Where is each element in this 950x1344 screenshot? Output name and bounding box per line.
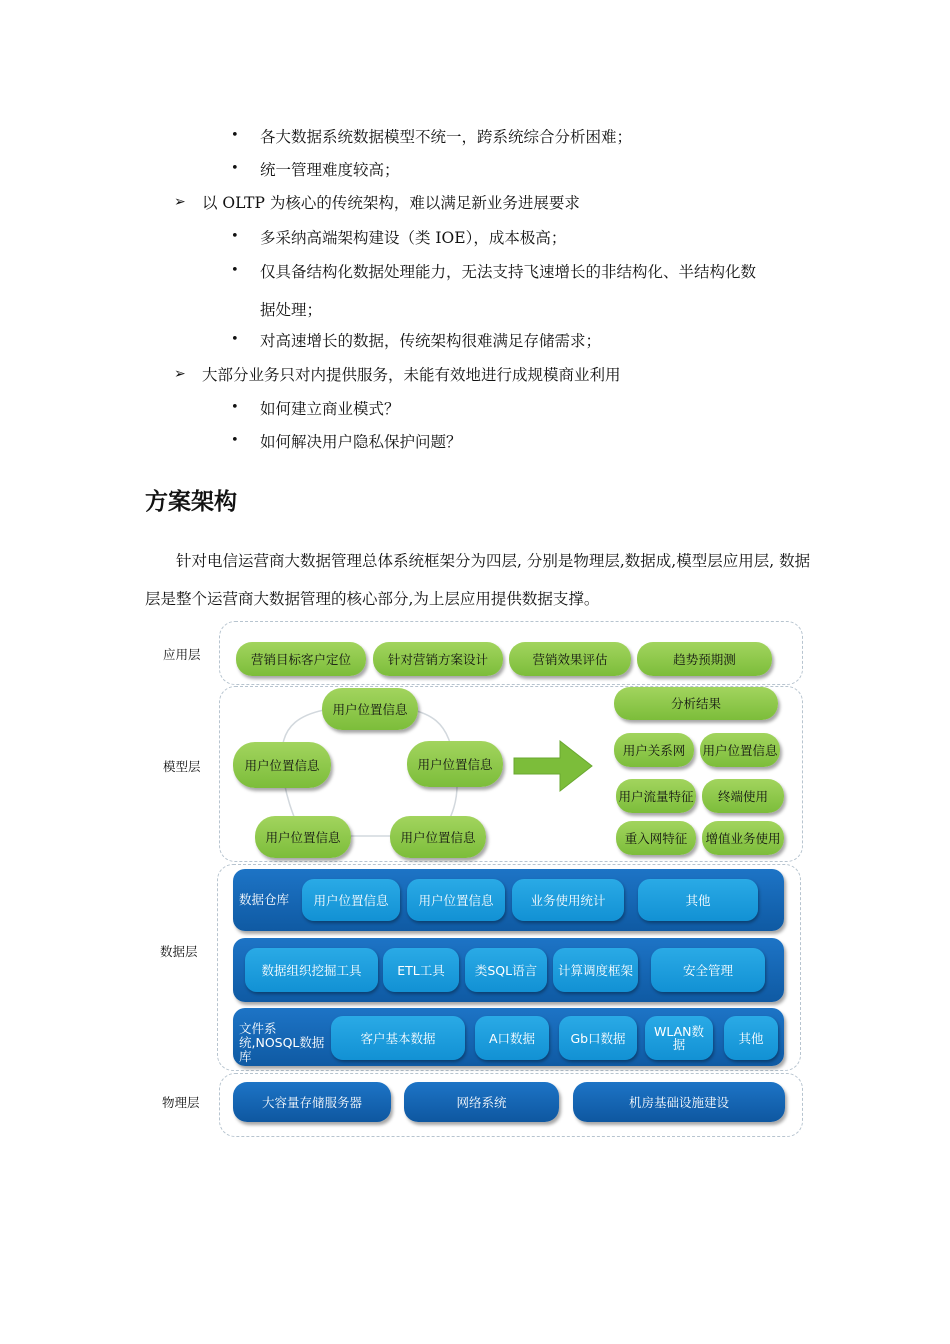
storage-item: 其他 (724, 1016, 778, 1060)
model-output: 用户流量特征 (616, 779, 696, 813)
bullet-dot: • (231, 263, 239, 278)
body-paragraph: 针对电信运营商大数据管理总体系统框架分为四层, 分别是物理层,数据成,模型层应用层, 数据层是整个运营商大数据管理的核心部分,为上层应用提供数据支撑。 (145, 552, 811, 608)
section-heading: 方案架构 (145, 489, 237, 515)
bullet-text-continuation: 据处理； (260, 301, 323, 319)
bullet-text: 各大数据系统数据模型不统一，跨系统综合分析困难； (260, 128, 633, 146)
app-item: 针对营销方案设计 (373, 642, 503, 676)
bullet-dot: • (231, 128, 239, 143)
app-item: 营销效果评估 (509, 642, 631, 676)
bullet-text: 如何解决用户隐私保护问题？ (260, 433, 462, 451)
layer-label-app: 应用层 (163, 647, 201, 662)
storage-item: Gb口数据 (559, 1016, 637, 1060)
layer-label-model: 模型层 (163, 759, 201, 774)
analysis-result: 分析结果 (614, 687, 778, 720)
tool-item: 安全管理 (651, 948, 765, 992)
bullet-dot: • (231, 161, 239, 176)
bullet-dot: • (231, 229, 239, 244)
model-cycle-node: 用户位置信息 (233, 742, 331, 788)
bullet-text: 多采纳高端架构建设（类 IOE），成本极高； (260, 229, 567, 247)
model-cycle-node: 用户位置信息 (407, 741, 503, 787)
data-warehouse-label: 数据仓库 (239, 892, 290, 907)
tool-item: 计算调度框架 (553, 948, 638, 992)
bullet-text: 统一管理难度较高； (260, 161, 400, 179)
bullet-dot: • (231, 400, 239, 415)
model-output: 重入网特征 (616, 821, 696, 855)
arrow-bullet-icon: ➢ (174, 194, 186, 210)
physical-item: 机房基础设施建设 (573, 1082, 785, 1122)
bullet-text: 如何建立商业模式？ (260, 400, 400, 418)
bullet-text: 仅具备结构化数据处理能力，无法支持飞速增长的非结构化、半结构化数 (260, 263, 757, 281)
model-cycle-node: 用户位置信息 (390, 816, 486, 858)
tool-item: 数据组织挖掘工具 (245, 948, 378, 992)
tool-item: ETL工具 (383, 948, 459, 992)
bullet-dot: • (231, 332, 239, 347)
bullet-dot: • (231, 433, 239, 448)
warehouse-item: 用户位置信息 (302, 879, 400, 921)
model-cycle-node: 用户位置信息 (255, 816, 351, 858)
storage-label: 文件系统,NOSQL数据库 (239, 1021, 325, 1064)
warehouse-item: 业务使用统计 (512, 879, 624, 921)
app-item: 营销目标客户定位 (236, 642, 366, 676)
app-item: 趋势预期测 (637, 642, 772, 676)
storage-item: WLAN数据 (645, 1016, 713, 1060)
arrow-bullet-icon: ➢ (174, 366, 186, 382)
warehouse-item: 用户位置信息 (407, 879, 505, 921)
model-cycle-node: 用户位置信息 (322, 688, 418, 730)
layer-label-data: 数据层 (160, 944, 198, 959)
physical-item: 网络系统 (404, 1082, 559, 1122)
warehouse-item: 其他 (638, 879, 758, 921)
right-arrow-icon (514, 741, 592, 791)
model-output: 终端使用 (702, 779, 784, 813)
physical-item: 大容量存储服务器 (233, 1082, 391, 1122)
model-output: 用户位置信息 (700, 733, 780, 767)
storage-item: 客户基本数据 (331, 1016, 465, 1060)
tool-item: 类SQL语言 (465, 948, 547, 992)
bullet-text: 大部分业务只对内提供服务，未能有效地进行成规模商业利用 (202, 366, 621, 384)
layer-label-physical: 物理层 (162, 1095, 200, 1110)
bullet-text: 以 OLTP 为核心的传统架构，难以满足新业务进展要求 (202, 194, 580, 212)
model-output: 用户关系网 (614, 733, 694, 767)
model-output: 增值业务使用 (702, 821, 784, 855)
storage-item: A口数据 (475, 1016, 549, 1060)
bullet-text: 对高速增长的数据，传统架构很难满足存储需求； (260, 332, 602, 350)
